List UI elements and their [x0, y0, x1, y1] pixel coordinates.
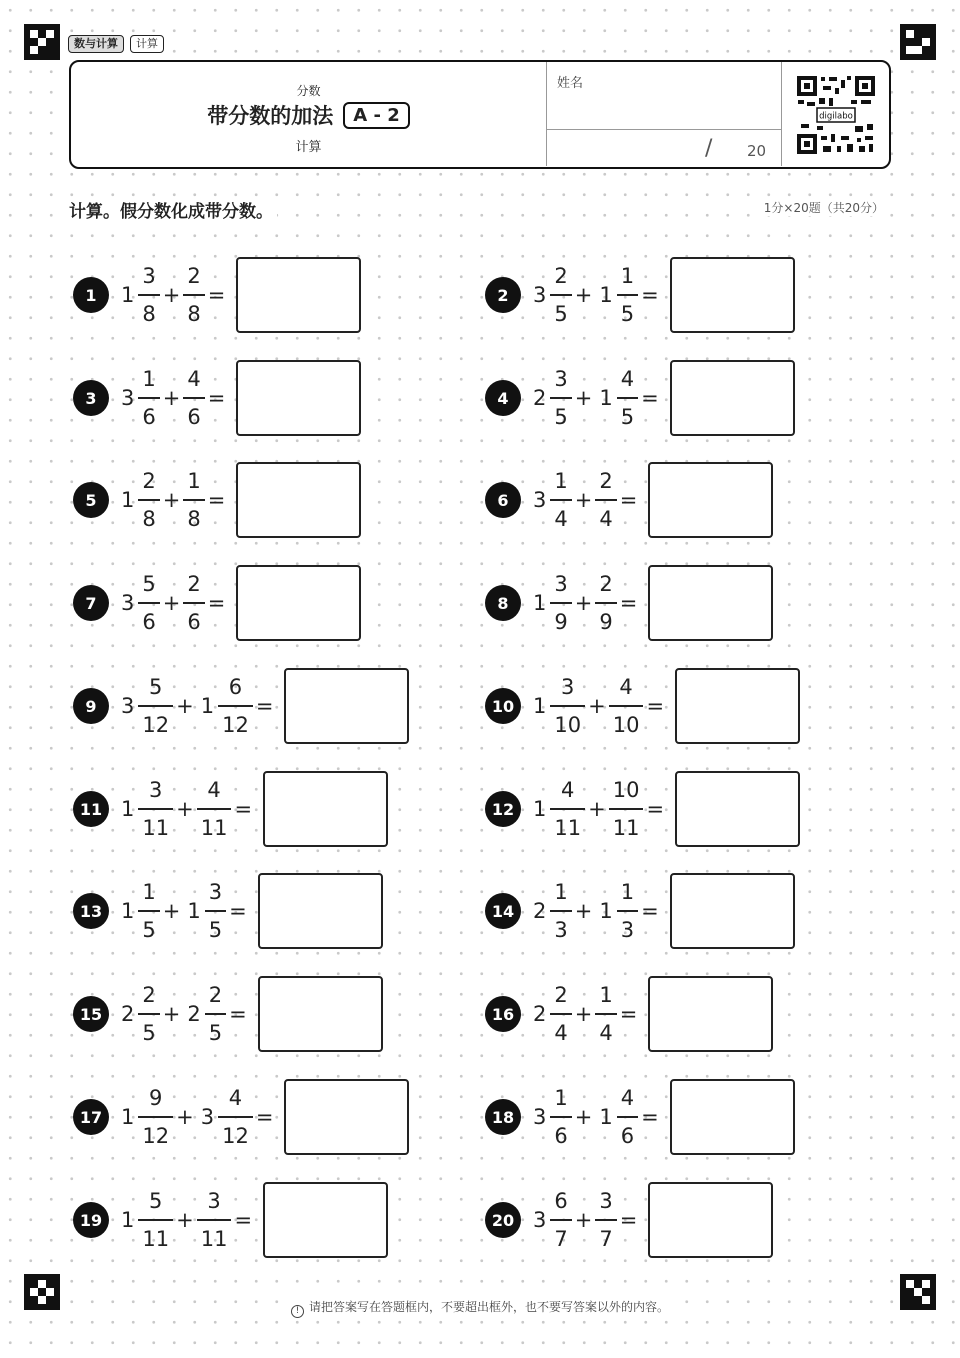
problem-number-badge: 9	[73, 688, 109, 724]
problem-number-badge: 19	[73, 1202, 109, 1238]
whole-number-1: 1	[533, 591, 547, 615]
numerator-2: 3	[599, 1189, 613, 1213]
numerator-2: 2	[187, 572, 201, 596]
numerator-1: 3	[149, 778, 163, 802]
whole-number-1: 2	[533, 386, 547, 410]
whole-number-1: 1	[121, 488, 135, 512]
equals-sign: =	[619, 1208, 638, 1232]
numerator-1: 1	[142, 880, 156, 904]
numerator-2: 3	[207, 1189, 221, 1213]
tag-calculation: 计算	[130, 35, 164, 53]
problem-item	[73, 1181, 388, 1259]
fraction-1	[140, 673, 171, 739]
plus-operator: +	[574, 283, 593, 307]
answer-box[interactable]	[236, 360, 361, 436]
fraction-2	[619, 878, 636, 944]
fraction-2	[199, 776, 230, 842]
problem-item	[73, 1078, 409, 1156]
fraction-2	[611, 776, 642, 842]
answer-box[interactable]	[648, 1182, 773, 1258]
denominator-1: 3	[554, 918, 568, 942]
plus-operator: +	[176, 1105, 194, 1129]
fraction-1	[552, 981, 569, 1047]
fraction-2	[597, 981, 614, 1047]
numerator-2: 1	[620, 880, 635, 904]
whole-number-1: 1	[121, 899, 135, 923]
name-divider	[547, 129, 781, 130]
whole-number-2: 3	[200, 1105, 215, 1129]
plus-operator: +	[574, 591, 593, 615]
whole-number-1: 3	[121, 591, 135, 615]
denominator-2: 11	[200, 816, 228, 840]
whole-number-1: 2	[533, 1002, 547, 1026]
fraction-2	[597, 467, 614, 533]
numerator-1: 5	[149, 1189, 163, 1213]
points-note: 1分×20题（共20分）	[763, 201, 884, 215]
denominator-2: 10	[612, 713, 640, 737]
fraction-1	[140, 1187, 171, 1253]
plus-operator: +	[176, 797, 194, 821]
worksheet-code: A - 2	[343, 102, 409, 129]
denominator-1: 11	[142, 1227, 170, 1251]
denominator-1: 6	[142, 610, 156, 634]
answer-box[interactable]	[670, 1079, 795, 1155]
problem-item	[485, 975, 773, 1053]
denominator-1: 6	[554, 1124, 568, 1148]
denominator-2: 11	[200, 1227, 228, 1251]
answer-box[interactable]	[236, 257, 361, 333]
numerator-1: 3	[554, 367, 568, 391]
denominator-1: 12	[142, 1124, 170, 1148]
problem-item	[73, 359, 361, 437]
problem-item	[73, 667, 409, 745]
numerator-1: 1	[554, 469, 568, 493]
problem-number-badge: 3	[73, 380, 109, 416]
equals-sign: =	[207, 591, 226, 615]
fraction-1	[140, 365, 157, 431]
equals-sign: =	[234, 1208, 253, 1232]
name-score-block	[546, 62, 782, 166]
problem-number-badge: 8	[485, 585, 521, 621]
fraction-2	[185, 262, 202, 328]
numerator-1: 5	[142, 572, 156, 596]
numerator-1: 6	[554, 1189, 568, 1213]
equals-sign: =	[619, 488, 638, 512]
denominator-1: 5	[142, 918, 156, 942]
plus-operator: +	[162, 488, 181, 512]
problem-item	[485, 256, 795, 334]
problem-number-badge: 20	[485, 1202, 521, 1238]
whole-number-1: 3	[533, 1208, 547, 1232]
answer-box[interactable]	[284, 668, 409, 744]
plus-operator: +	[176, 1208, 194, 1232]
instruction-text: 计算。假分数化成带分数。	[69, 197, 277, 222]
denominator-2: 5	[208, 1021, 223, 1045]
whole-number-1: 3	[533, 283, 547, 307]
equals-sign: =	[641, 899, 659, 923]
denominator-1: 10	[554, 713, 582, 737]
problem-number-badge: 11	[73, 791, 109, 827]
numerator-2: 4	[620, 1086, 635, 1110]
denominator-2: 11	[612, 816, 640, 840]
plus-operator: +	[162, 899, 181, 923]
problem-number-badge: 2	[485, 277, 521, 313]
problem-item	[485, 1181, 773, 1259]
denominator-1: 8	[142, 507, 156, 531]
plus-operator: +	[176, 694, 194, 718]
plus-operator: +	[162, 591, 181, 615]
score-slash: /	[705, 136, 713, 161]
plus-operator: +	[162, 283, 181, 307]
problem-item	[73, 461, 361, 539]
answer-box[interactable]	[236, 565, 361, 641]
numerator-1: 1	[554, 1086, 568, 1110]
fraction-2	[185, 365, 202, 431]
whole-number-1: 1	[121, 1105, 135, 1129]
denominator-1: 7	[554, 1227, 568, 1251]
whole-number-1: 1	[121, 283, 135, 307]
numerator-2: 4	[228, 1086, 243, 1110]
whole-number-2: 1	[200, 694, 215, 718]
answer-box[interactable]	[236, 462, 361, 538]
whole-number-1: 1	[533, 797, 547, 821]
fraction-1	[552, 467, 569, 533]
numerator-2: 2	[599, 572, 613, 596]
fraction-2	[185, 467, 202, 533]
fraction-1	[552, 262, 569, 328]
qr-code-text: digilabo	[819, 111, 853, 122]
fraction-2	[185, 570, 202, 636]
title-block	[71, 62, 546, 166]
fraction-1	[140, 776, 171, 842]
denominator-1: 4	[554, 1021, 568, 1045]
whole-number-1: 1	[533, 694, 547, 718]
fraction-1	[552, 1084, 569, 1150]
equals-sign: =	[255, 1105, 274, 1129]
denominator-1: 9	[554, 610, 568, 634]
equals-sign: =	[229, 899, 247, 923]
denominator-1: 6	[142, 405, 156, 429]
numerator-1: 3	[142, 264, 156, 288]
fraction-2	[220, 673, 251, 739]
answer-box[interactable]	[648, 565, 773, 641]
fraction-2	[220, 1084, 251, 1150]
denominator-2: 6	[187, 610, 201, 634]
numerator-1: 2	[554, 983, 568, 1007]
corner-marker-top-left	[24, 24, 60, 60]
answer-box[interactable]	[263, 1182, 388, 1258]
denominator-1: 12	[142, 713, 170, 737]
denominator-2: 5	[208, 918, 223, 942]
numerator-2: 1	[187, 469, 201, 493]
footer-note	[0, 1298, 960, 1318]
numerator-2: 4	[619, 675, 633, 699]
whole-number-1: 3	[533, 1105, 547, 1129]
fraction-2	[619, 262, 636, 328]
numerator-1: 2	[142, 469, 156, 493]
answer-box[interactable]	[675, 668, 800, 744]
plus-operator: +	[574, 488, 593, 512]
plus-operator: +	[574, 386, 593, 410]
equals-sign: =	[641, 1105, 659, 1129]
problem-number-badge: 13	[73, 893, 109, 929]
problem-item	[73, 872, 383, 950]
answer-box[interactable]	[648, 462, 773, 538]
fraction-2	[207, 878, 224, 944]
denominator-2: 6	[620, 1124, 635, 1148]
plus-operator: +	[574, 1208, 593, 1232]
denominator-2: 12	[222, 713, 249, 737]
problem-number-badge: 4	[485, 380, 521, 416]
denominator-1: 8	[142, 302, 156, 326]
denominator-2: 9	[599, 610, 613, 634]
subject-label: 分数	[296, 84, 321, 98]
problem-item	[485, 1078, 795, 1156]
fraction-1	[140, 467, 157, 533]
numerator-2: 4	[187, 367, 201, 391]
whole-number-1: 3	[121, 694, 135, 718]
whole-number-1: 2	[533, 899, 547, 923]
answer-box[interactable]	[670, 360, 795, 436]
numerator-2: 6	[228, 675, 243, 699]
answer-box[interactable]	[258, 873, 383, 949]
fraction-1	[552, 673, 583, 739]
equals-sign: =	[641, 283, 659, 307]
problem-number-badge: 18	[485, 1099, 521, 1135]
denominator-2: 3	[620, 918, 635, 942]
fraction-2	[611, 673, 642, 739]
whole-number-1: 1	[121, 797, 135, 821]
whole-number-2: 1	[599, 386, 613, 410]
problem-number-badge: 16	[485, 996, 521, 1032]
problem-number-badge: 17	[73, 1099, 109, 1135]
answer-box[interactable]	[675, 771, 800, 847]
plus-operator: +	[588, 797, 606, 821]
answer-box[interactable]	[648, 976, 773, 1052]
whole-number-1: 1	[121, 1208, 135, 1232]
name-label: 姓名	[557, 76, 584, 91]
fraction-1	[552, 365, 569, 431]
numerator-1: 3	[554, 572, 568, 596]
denominator-2: 4	[599, 507, 613, 531]
problem-item	[485, 359, 795, 437]
numerator-1: 1	[554, 880, 568, 904]
fraction-2	[199, 1187, 230, 1253]
numerator-1: 4	[561, 778, 575, 802]
fraction-1	[552, 1187, 569, 1253]
numerator-2: 3	[208, 880, 223, 904]
problem-number-badge: 14	[485, 893, 521, 929]
problem-number-badge: 7	[73, 585, 109, 621]
plus-operator: +	[588, 694, 606, 718]
whole-number-2: 1	[599, 899, 613, 923]
qr-code-icon	[795, 74, 877, 156]
numerator-2: 2	[599, 469, 613, 493]
numerator-2: 10	[612, 778, 640, 802]
plus-operator: +	[162, 386, 181, 410]
fraction-1	[140, 1084, 171, 1150]
numerator-2: 1	[620, 264, 635, 288]
tag-group	[68, 35, 164, 53]
numerator-2: 4	[207, 778, 221, 802]
plus-operator: +	[574, 899, 593, 923]
answer-box[interactable]	[670, 257, 795, 333]
fraction-2	[597, 1187, 614, 1253]
plus-operator: +	[574, 1105, 593, 1129]
fraction-1	[140, 570, 157, 636]
numerator-2: 2	[208, 983, 223, 1007]
problem-item	[485, 564, 773, 642]
numerator-2: 2	[187, 264, 201, 288]
whole-number-2: 1	[599, 283, 613, 307]
plus-operator: +	[162, 1002, 181, 1026]
fraction-1	[552, 878, 569, 944]
whole-number-2: 2	[187, 1002, 201, 1026]
numerator-1: 2	[554, 264, 568, 288]
fraction-2	[207, 981, 224, 1047]
page-title: 带分数的加法	[207, 104, 334, 128]
plus-operator: +	[574, 1002, 593, 1026]
problem-number-badge: 12	[485, 791, 521, 827]
problem-item	[485, 461, 773, 539]
problem-number-badge: 6	[485, 482, 521, 518]
answer-box[interactable]	[670, 873, 795, 949]
denominator-2: 5	[620, 405, 635, 429]
problem-item	[73, 256, 361, 334]
denominator-2: 8	[187, 507, 201, 531]
denominator-2: 4	[599, 1021, 613, 1045]
denominator-1: 11	[142, 816, 170, 840]
numerator-1: 1	[142, 367, 156, 391]
fraction-1	[552, 776, 583, 842]
problem-item	[485, 667, 800, 745]
equals-sign: =	[207, 283, 226, 307]
problem-item	[73, 564, 361, 642]
fraction-1	[140, 981, 157, 1047]
fraction-1	[140, 878, 157, 944]
whole-number-1: 3	[121, 386, 135, 410]
answer-box[interactable]	[284, 1079, 409, 1155]
tag-number-and-calculation: 数与计算	[68, 35, 124, 53]
whole-number-2: 1	[187, 899, 201, 923]
corner-marker-top-right	[900, 24, 936, 60]
numerator-1: 5	[149, 675, 163, 699]
denominator-2: 7	[599, 1227, 613, 1251]
denominator-2: 8	[187, 302, 201, 326]
fraction-1	[552, 570, 569, 636]
equals-sign: =	[207, 488, 226, 512]
equals-sign: =	[229, 1002, 247, 1026]
denominator-1: 5	[554, 302, 568, 326]
worksheet-header	[69, 60, 891, 169]
whole-number-1: 3	[533, 488, 547, 512]
title-row	[71, 100, 546, 130]
problem-number-badge: 1	[73, 277, 109, 313]
info-icon: !	[291, 1305, 304, 1318]
problem-number-badge: 5	[73, 482, 109, 518]
equals-sign: =	[255, 694, 274, 718]
numerator-2: 4	[620, 367, 635, 391]
equals-sign: =	[234, 797, 253, 821]
fraction-2	[619, 1084, 636, 1150]
whole-number-2: 1	[599, 1105, 613, 1129]
answer-box[interactable]	[263, 771, 388, 847]
denominator-1: 5	[554, 405, 568, 429]
equals-sign: =	[646, 694, 665, 718]
numerator-1: 3	[561, 675, 575, 699]
numerator-1: 2	[142, 983, 156, 1007]
category-label: 计算	[295, 140, 322, 155]
equals-sign: =	[619, 591, 638, 615]
numerator-1: 9	[149, 1086, 163, 1110]
problem-item	[73, 770, 388, 848]
equals-sign: =	[646, 797, 665, 821]
whole-number-1: 2	[121, 1002, 135, 1026]
problem-number-badge: 10	[485, 688, 521, 724]
problem-item	[73, 975, 383, 1053]
answer-box[interactable]	[258, 976, 383, 1052]
equals-sign: =	[619, 1002, 638, 1026]
numerator-2: 1	[599, 983, 613, 1007]
problem-number-badge: 15	[73, 996, 109, 1032]
footer-text: 请把答案写在答题框内，不要超出框外，也不要写答案以外的内容。	[308, 1300, 669, 1314]
fraction-1	[140, 262, 157, 328]
denominator-1: 4	[554, 507, 568, 531]
fraction-2	[619, 365, 636, 431]
denominator-2: 6	[187, 405, 201, 429]
equals-sign: =	[207, 386, 226, 410]
denominator-2: 5	[620, 302, 635, 326]
denominator-1: 11	[554, 816, 582, 840]
denominator-2: 12	[222, 1124, 249, 1148]
problem-item	[485, 872, 795, 950]
denominator-1: 5	[142, 1021, 156, 1045]
score-total: 20	[747, 142, 767, 160]
fraction-2	[597, 570, 614, 636]
equals-sign: =	[641, 386, 659, 410]
problem-item	[485, 770, 800, 848]
